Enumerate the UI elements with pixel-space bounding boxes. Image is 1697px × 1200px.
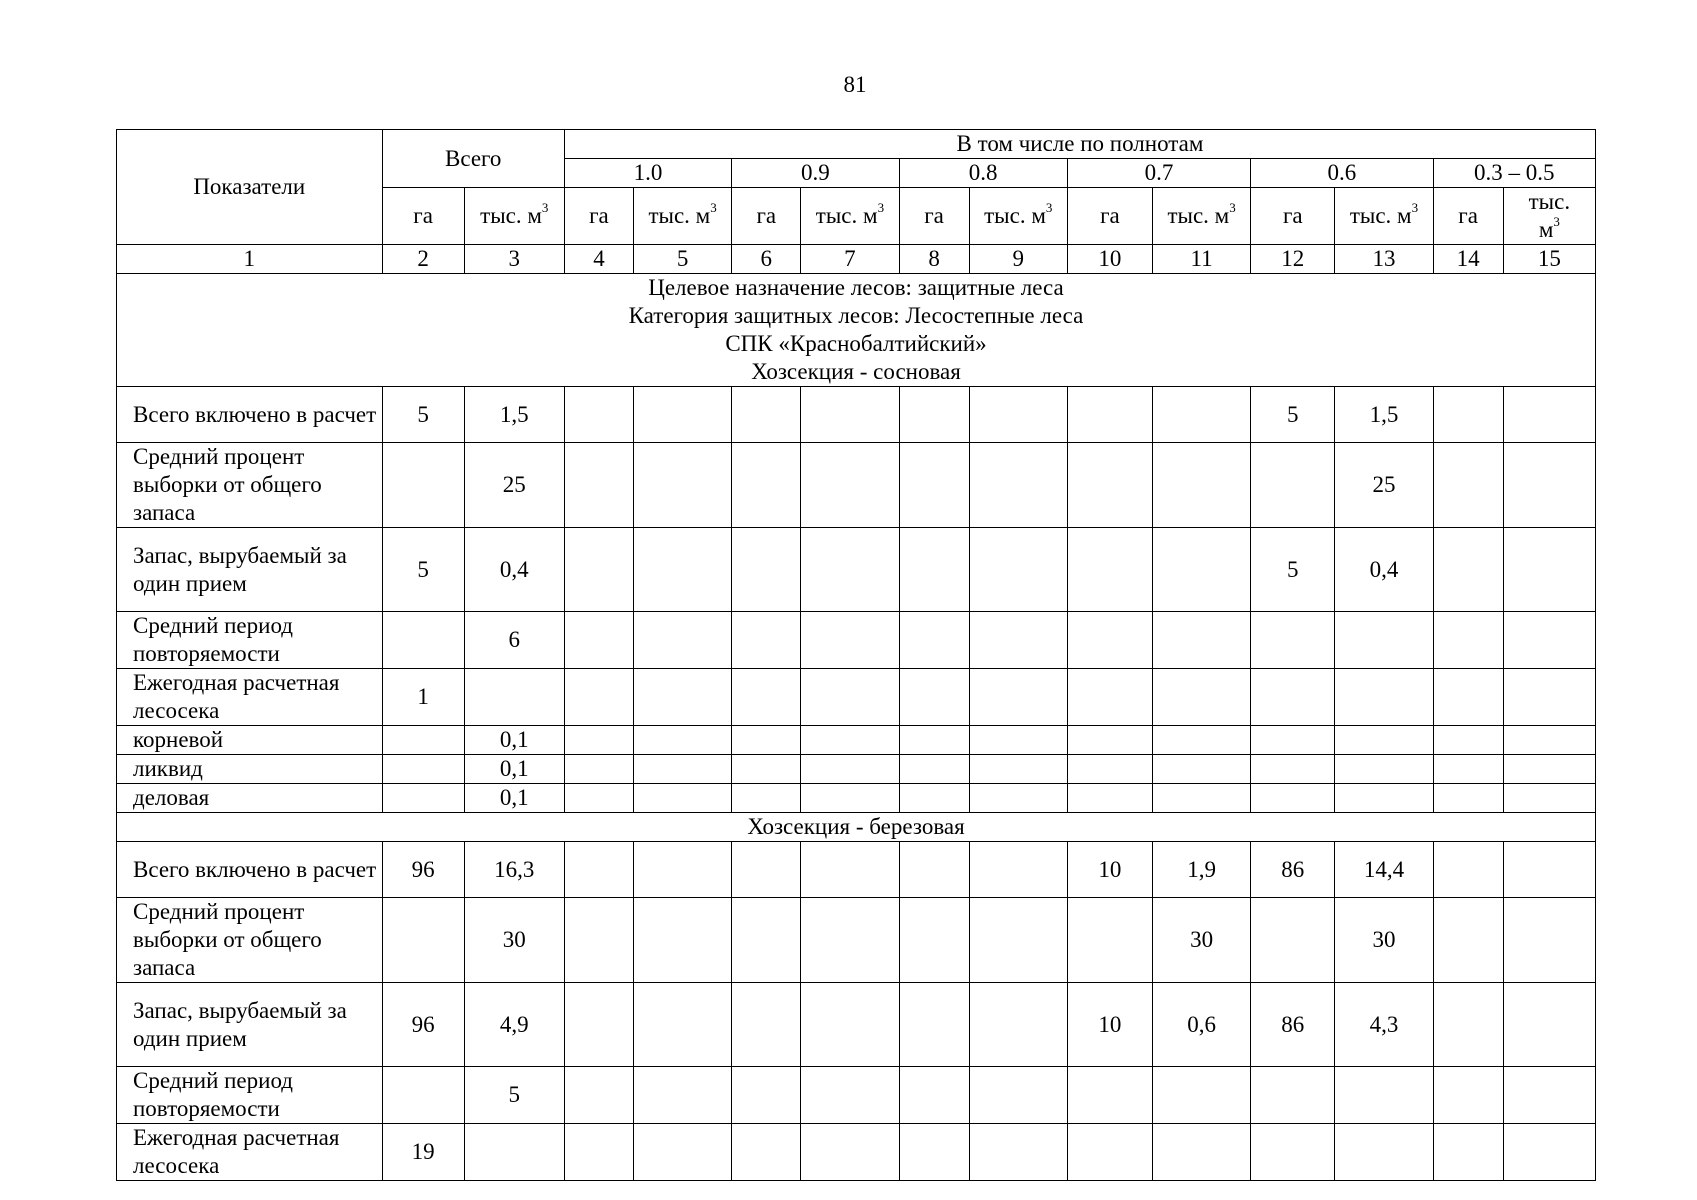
table-cell: 16,3 bbox=[464, 842, 564, 898]
unit-thousand-m3 bbox=[1153, 188, 1251, 245]
column-number: 7 bbox=[801, 245, 899, 274]
table-cell bbox=[1153, 755, 1251, 784]
unit-text: тыс. м bbox=[815, 203, 878, 228]
table-cell bbox=[899, 726, 969, 755]
table-cell bbox=[969, 898, 1067, 983]
column-number: 13 bbox=[1335, 245, 1433, 274]
table-cell bbox=[1335, 669, 1433, 726]
table-cell bbox=[1433, 726, 1503, 755]
table-cell bbox=[1251, 443, 1335, 528]
unit-ha: га bbox=[382, 188, 464, 245]
unit-thousand-m3 bbox=[1503, 188, 1595, 245]
table-cell bbox=[382, 755, 464, 784]
table-cell bbox=[1503, 898, 1595, 983]
header-indicators: Показатели bbox=[117, 130, 383, 245]
table-row bbox=[117, 842, 1596, 898]
table-cell bbox=[732, 387, 801, 443]
column-number: 2 bbox=[382, 245, 464, 274]
table-row bbox=[117, 726, 1596, 755]
table-cell bbox=[1067, 387, 1152, 443]
unit-ha: га bbox=[732, 188, 801, 245]
table-cell bbox=[1433, 983, 1503, 1067]
header-density: 0.3 – 0.5 bbox=[1433, 159, 1595, 188]
table-cell bbox=[1153, 1124, 1251, 1181]
table-cell: 1,5 bbox=[1335, 387, 1433, 443]
header-density: 1.0 bbox=[564, 159, 731, 188]
table-cell: 14,4 bbox=[1335, 842, 1433, 898]
table-cell bbox=[1335, 755, 1433, 784]
table-cell bbox=[1251, 784, 1335, 813]
table-cell bbox=[899, 443, 969, 528]
column-number: 9 bbox=[969, 245, 1067, 274]
table-cell bbox=[634, 387, 732, 443]
table-cell bbox=[1067, 898, 1152, 983]
unit-ha: га bbox=[564, 188, 633, 245]
table-cell: 86 bbox=[1251, 983, 1335, 1067]
table-cell bbox=[899, 784, 969, 813]
table-cell bbox=[1433, 612, 1503, 669]
table-cell bbox=[732, 669, 801, 726]
table-cell bbox=[969, 612, 1067, 669]
forest-category: Категория защитных лесов: Лесостепные леса bbox=[628, 303, 1084, 328]
table-cell: 0,6 bbox=[1153, 983, 1251, 1067]
unit-text: тыс. bbox=[1528, 189, 1571, 214]
table-cell bbox=[1335, 1067, 1433, 1124]
table-cell bbox=[899, 669, 969, 726]
table-cell bbox=[969, 669, 1067, 726]
table-cell: 30 bbox=[1335, 898, 1433, 983]
table-cell bbox=[732, 842, 801, 898]
section-header bbox=[117, 274, 1596, 387]
table-cell bbox=[969, 983, 1067, 1067]
table-cell bbox=[1433, 842, 1503, 898]
table-cell bbox=[1433, 443, 1503, 528]
table-cell bbox=[1251, 898, 1335, 983]
table-cell bbox=[899, 983, 969, 1067]
header-incl-by-density: В том числе по полнотам bbox=[564, 130, 1595, 159]
table-cell bbox=[382, 726, 464, 755]
column-number: 1 bbox=[117, 245, 383, 274]
table-cell bbox=[1335, 1124, 1433, 1181]
table-cell bbox=[564, 528, 633, 612]
header-density: 0.7 bbox=[1067, 159, 1250, 188]
table-cell: 0,4 bbox=[1335, 528, 1433, 612]
row-label: Запас, вырубаемый за один прием bbox=[117, 528, 383, 612]
row-label: Средний процент выборки от общего запаса bbox=[117, 443, 383, 528]
column-number: 8 bbox=[899, 245, 969, 274]
table-cell bbox=[899, 387, 969, 443]
table-cell bbox=[899, 842, 969, 898]
header-density: 0.6 bbox=[1251, 159, 1433, 188]
table-cell bbox=[1433, 784, 1503, 813]
table-cell bbox=[969, 387, 1067, 443]
table-cell bbox=[1067, 528, 1152, 612]
table-cell bbox=[732, 898, 801, 983]
table-cell: 10 bbox=[1067, 983, 1152, 1067]
section-header bbox=[117, 813, 1596, 842]
table-cell bbox=[1067, 443, 1152, 528]
table-cell: 96 bbox=[382, 842, 464, 898]
table-row bbox=[117, 528, 1596, 612]
table-cell bbox=[464, 1124, 564, 1181]
row-label: Ежегодная расчетная лесосека bbox=[117, 1124, 383, 1181]
table-cell bbox=[634, 443, 732, 528]
section-header-row bbox=[117, 813, 1596, 842]
table-cell bbox=[564, 784, 633, 813]
table-cell bbox=[634, 1067, 732, 1124]
column-number: 12 bbox=[1251, 245, 1335, 274]
table-cell bbox=[801, 443, 899, 528]
table-cell bbox=[801, 784, 899, 813]
unit-ha: га bbox=[1067, 188, 1152, 245]
table-cell bbox=[564, 669, 633, 726]
row-label: Всего включено в расчет bbox=[117, 387, 383, 443]
table-cell: 19 bbox=[382, 1124, 464, 1181]
table-cell bbox=[1433, 898, 1503, 983]
table-cell bbox=[732, 755, 801, 784]
table-row bbox=[117, 1124, 1596, 1181]
header-density: 0.9 bbox=[732, 159, 899, 188]
table-cell bbox=[1067, 784, 1152, 813]
table-cell bbox=[382, 784, 464, 813]
table-cell bbox=[564, 983, 633, 1067]
table-cell: 86 bbox=[1251, 842, 1335, 898]
unit-thousand-m3 bbox=[801, 188, 899, 245]
table-cell bbox=[1153, 726, 1251, 755]
table-cell bbox=[634, 755, 732, 784]
table-cell bbox=[1153, 612, 1251, 669]
table-cell bbox=[1067, 726, 1152, 755]
table-cell: 5 bbox=[382, 528, 464, 612]
table-cell bbox=[1433, 387, 1503, 443]
unit-text: тыс. м bbox=[984, 203, 1046, 228]
table-cell bbox=[1433, 528, 1503, 612]
table-cell: 96 bbox=[382, 983, 464, 1067]
column-number: 15 bbox=[1503, 245, 1595, 274]
table-cell bbox=[1503, 755, 1595, 784]
table-cell bbox=[1251, 669, 1335, 726]
table-row bbox=[117, 443, 1596, 528]
table-cell: 10 bbox=[1067, 842, 1152, 898]
table-cell bbox=[1251, 726, 1335, 755]
table-cell bbox=[899, 898, 969, 983]
table-cell bbox=[1433, 669, 1503, 726]
row-label: деловая bbox=[117, 784, 383, 813]
table-cell bbox=[1251, 1067, 1335, 1124]
unit-superscript: 3 bbox=[1553, 214, 1560, 230]
column-number: 14 bbox=[1433, 245, 1503, 274]
column-number: 10 bbox=[1067, 245, 1152, 274]
table-cell: 4,9 bbox=[464, 983, 564, 1067]
table-cell bbox=[564, 842, 633, 898]
table-cell bbox=[1251, 612, 1335, 669]
table-cell bbox=[1153, 784, 1251, 813]
table-cell bbox=[1433, 755, 1503, 784]
table-cell bbox=[634, 842, 732, 898]
unit-superscript: 3 bbox=[1411, 200, 1419, 216]
table-cell bbox=[1503, 784, 1595, 813]
table-row bbox=[117, 898, 1596, 983]
table-cell bbox=[1503, 528, 1595, 612]
unit-thousand-m3 bbox=[1335, 188, 1433, 245]
table-cell bbox=[801, 842, 899, 898]
table-cell bbox=[634, 726, 732, 755]
table-cell bbox=[1503, 842, 1595, 898]
table-cell bbox=[899, 1124, 969, 1181]
table-cell bbox=[1335, 784, 1433, 813]
table-row bbox=[117, 983, 1596, 1067]
table-cell: 6 bbox=[464, 612, 564, 669]
table-cell: 5 bbox=[464, 1067, 564, 1124]
table-cell bbox=[1503, 387, 1595, 443]
unit-thousand-m3 bbox=[634, 188, 732, 245]
unit-superscript: 3 bbox=[1229, 200, 1236, 216]
table-cell bbox=[634, 784, 732, 813]
column-number: 6 bbox=[732, 245, 801, 274]
table-cell bbox=[1503, 1067, 1595, 1124]
table-cell bbox=[1251, 1124, 1335, 1181]
table-cell bbox=[1433, 1067, 1503, 1124]
table-cell bbox=[382, 443, 464, 528]
table-cell bbox=[899, 528, 969, 612]
table-row bbox=[117, 1067, 1596, 1124]
table-cell bbox=[564, 755, 633, 784]
unit-thousand-m3 bbox=[969, 188, 1067, 245]
unit-text: тыс. м bbox=[1167, 203, 1230, 228]
table-cell bbox=[969, 842, 1067, 898]
table-cell bbox=[969, 528, 1067, 612]
table-cell: 30 bbox=[464, 898, 564, 983]
table-cell bbox=[899, 612, 969, 669]
row-label: Средний период повторяемости bbox=[117, 612, 383, 669]
table-cell: 1 bbox=[382, 669, 464, 726]
table-cell bbox=[801, 983, 899, 1067]
table-cell bbox=[1503, 612, 1595, 669]
unit-ha: га bbox=[1251, 188, 1335, 245]
table-cell bbox=[1503, 669, 1595, 726]
unit-text: тыс. м bbox=[1349, 203, 1412, 228]
table-cell: 25 bbox=[1335, 443, 1433, 528]
table-cell: 1,9 bbox=[1153, 842, 1251, 898]
header-density: 0.8 bbox=[899, 159, 1067, 188]
table-cell bbox=[1335, 612, 1433, 669]
table-cell bbox=[464, 669, 564, 726]
column-number: 4 bbox=[564, 245, 633, 274]
table-cell bbox=[634, 612, 732, 669]
table-cell bbox=[564, 443, 633, 528]
table-cell bbox=[1067, 755, 1152, 784]
section-header-row bbox=[117, 274, 1596, 387]
table-cell bbox=[564, 387, 633, 443]
row-label: Ежегодная расчетная лесосека bbox=[117, 669, 383, 726]
table-cell bbox=[732, 528, 801, 612]
unit-ha: га bbox=[1433, 188, 1503, 245]
row-label: корневой bbox=[117, 726, 383, 755]
table-cell bbox=[1153, 528, 1251, 612]
table-cell: 5 bbox=[382, 387, 464, 443]
unit-text: м bbox=[1538, 217, 1554, 242]
table-cell bbox=[1251, 755, 1335, 784]
table-cell bbox=[1067, 612, 1152, 669]
unit-thousand-m3 bbox=[464, 188, 564, 245]
table-cell bbox=[1153, 387, 1251, 443]
table-cell bbox=[969, 755, 1067, 784]
allowable-cut-table bbox=[116, 129, 1596, 1181]
table-cell bbox=[732, 1124, 801, 1181]
table-cell bbox=[969, 784, 1067, 813]
table-cell bbox=[732, 612, 801, 669]
table-cell bbox=[1067, 1067, 1152, 1124]
unit-superscript: 3 bbox=[710, 200, 717, 216]
table-cell bbox=[801, 1067, 899, 1124]
table-row bbox=[117, 669, 1596, 726]
table-cell: 5 bbox=[1251, 528, 1335, 612]
table-cell: 30 bbox=[1153, 898, 1251, 983]
table-cell bbox=[564, 726, 633, 755]
unit-superscript: 3 bbox=[877, 200, 885, 216]
table-cell bbox=[1433, 1124, 1503, 1181]
row-label: Всего включено в расчет bbox=[117, 842, 383, 898]
table-cell bbox=[1067, 669, 1152, 726]
table-cell bbox=[801, 726, 899, 755]
table-cell bbox=[801, 528, 899, 612]
unit-ha: га bbox=[899, 188, 969, 245]
table-cell: 0,1 bbox=[464, 726, 564, 755]
table-cell bbox=[564, 898, 633, 983]
table-cell: 25 bbox=[464, 443, 564, 528]
table-cell bbox=[969, 1067, 1067, 1124]
unit-text: тыс. м bbox=[648, 203, 711, 228]
table-cell bbox=[382, 612, 464, 669]
table-cell bbox=[969, 726, 1067, 755]
table-cell bbox=[801, 1124, 899, 1181]
unit-text: тыс. м bbox=[480, 203, 542, 228]
table-cell bbox=[564, 612, 633, 669]
table-cell bbox=[969, 443, 1067, 528]
table-row bbox=[117, 612, 1596, 669]
table-cell bbox=[732, 983, 801, 1067]
table-cell bbox=[1067, 1124, 1152, 1181]
column-number: 11 bbox=[1153, 245, 1251, 274]
table-cell bbox=[732, 1067, 801, 1124]
table-cell bbox=[969, 1124, 1067, 1181]
table-cell: 0,1 bbox=[464, 784, 564, 813]
row-label: Средний период повторяемости bbox=[117, 1067, 383, 1124]
table-cell bbox=[801, 898, 899, 983]
table-cell bbox=[634, 983, 732, 1067]
unit-superscript: 3 bbox=[541, 200, 549, 216]
table-cell bbox=[899, 755, 969, 784]
table-row bbox=[117, 387, 1596, 443]
table-cell bbox=[732, 726, 801, 755]
table-cell: 4,3 bbox=[1335, 983, 1433, 1067]
organization-name: СПК «Краснобалтийский» bbox=[725, 331, 987, 356]
table-cell bbox=[732, 784, 801, 813]
forest-purpose: Целевое назначение лесов: защитные леса bbox=[648, 275, 1064, 300]
table-cell bbox=[1503, 726, 1595, 755]
unit-superscript: 3 bbox=[1045, 200, 1053, 216]
table-cell bbox=[564, 1124, 633, 1181]
row-label: ликвид bbox=[117, 755, 383, 784]
page-number: 81 bbox=[843, 72, 867, 97]
table-cell bbox=[801, 669, 899, 726]
column-number: 5 bbox=[634, 245, 732, 274]
table-cell bbox=[1503, 1124, 1595, 1181]
table-cell bbox=[1335, 726, 1433, 755]
table-cell: 5 bbox=[1251, 387, 1335, 443]
table-cell bbox=[801, 612, 899, 669]
table-cell bbox=[1153, 1067, 1251, 1124]
section-title: Хозсекция - березовая bbox=[747, 814, 965, 839]
table-cell: 0,4 bbox=[464, 528, 564, 612]
table-cell bbox=[1503, 983, 1595, 1067]
table-cell bbox=[801, 755, 899, 784]
table-cell bbox=[1153, 443, 1251, 528]
table-cell bbox=[801, 387, 899, 443]
table-cell bbox=[1503, 443, 1595, 528]
column-number: 3 bbox=[464, 245, 564, 274]
row-label: Запас, вырубаемый за один прием bbox=[117, 983, 383, 1067]
table-row bbox=[117, 755, 1596, 784]
table-row bbox=[117, 784, 1596, 813]
table-cell bbox=[634, 669, 732, 726]
table-cell bbox=[634, 1124, 732, 1181]
table-cell bbox=[382, 898, 464, 983]
table-cell bbox=[899, 1067, 969, 1124]
table-cell bbox=[1153, 669, 1251, 726]
section-title: Хозсекция - сосновая bbox=[751, 359, 961, 384]
table-cell bbox=[634, 528, 732, 612]
header-total: Всего bbox=[382, 130, 564, 188]
table-cell: 1,5 bbox=[464, 387, 564, 443]
table-cell bbox=[634, 898, 732, 983]
table-cell bbox=[732, 443, 801, 528]
table-cell: 0,1 bbox=[464, 755, 564, 784]
table-cell bbox=[382, 1067, 464, 1124]
table-cell bbox=[564, 1067, 633, 1124]
row-label: Средний процент выборки от общего запаса bbox=[117, 898, 383, 983]
